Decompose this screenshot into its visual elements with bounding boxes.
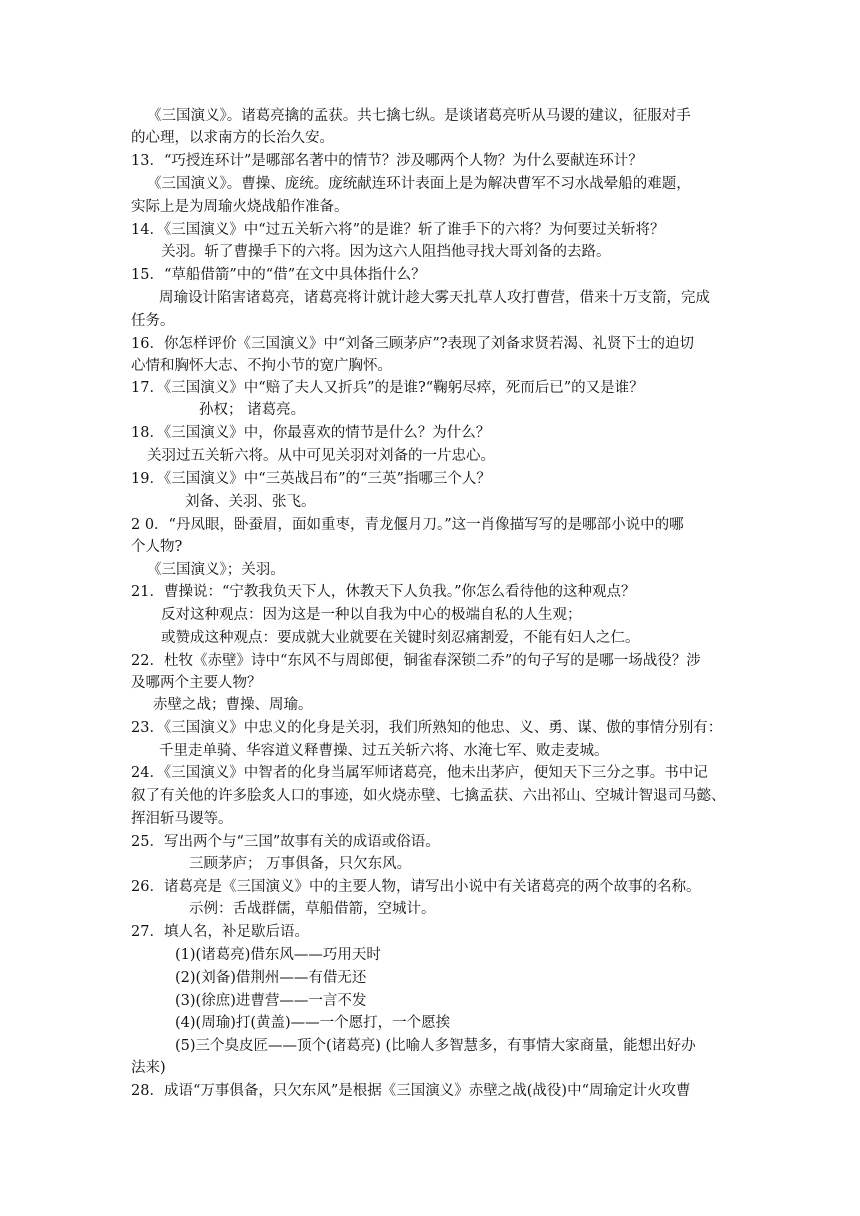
text-line: 23．《三国演义》中忠义的化身是关羽，我们所熟知的他忠、义、勇、谋、傲的事情分别有： bbox=[131, 720, 723, 736]
text-line: 14．《三国演义》中“过五关斩六将”的是谁？斩了谁手下的六将？为何要过关斩将？ bbox=[131, 222, 665, 238]
text-line: (5)三个臭皮匠——顶个(诸葛亮) (比喻人多智慧多，有事情大家商量，能想出好办 bbox=[175, 1038, 696, 1054]
text-line: 刘备、关羽、张飞。 bbox=[185, 494, 316, 510]
text-line: 22．杜牧《赤壁》诗中“东风不与周郎便，铜雀春深锁二乔”的句子写的是哪一场战役？涉 bbox=[131, 653, 701, 669]
text-line: (4)(周瑜)打(黄盖)——一个愿打，一个愿挨 bbox=[175, 1015, 451, 1031]
text-line: 或赞成这种观点：要成就大业就要在关键时刻忍痛割爱，不能有妇人之仁。 bbox=[161, 630, 640, 646]
text-line: 25．写出两个与“三国”故事有关的成语或俗语。 bbox=[131, 834, 440, 850]
text-line: 挥泪斩马谡等。 bbox=[131, 811, 233, 827]
text-line: 2 0．“丹凤眼，卧蚕眉，面如重枣，青龙偃月刀。”这一肖像描写写的是哪部小说中的哪 bbox=[131, 517, 684, 533]
text-line: 15．“草船借箭”中的“借”在文中具体指什么？ bbox=[131, 267, 426, 283]
text-line: 及哪两个主要人物？ bbox=[131, 675, 262, 691]
text-line: 关羽过五关斩六将。从中可见关羽对刘备的一片忠心。 bbox=[147, 448, 495, 464]
text-line: 的心理，以求南方的长治久安。 bbox=[131, 130, 334, 146]
text-line: 18．《三国演义》中，你最喜欢的情节是什么？为什么？ bbox=[131, 425, 491, 441]
text-line: 任务。 bbox=[131, 313, 175, 329]
text-line: 27．填人名，补足歇后语。 bbox=[131, 924, 309, 940]
text-line: 三顾茅庐； 万事俱备，只欠东风。 bbox=[189, 856, 412, 872]
text-line: 法来) bbox=[131, 1060, 166, 1076]
text-line: 周瑜设计陷害诸葛亮，诸葛亮将计就计趁大雾天扎草人攻打曹营，借来十万支箭，完成 bbox=[159, 290, 710, 306]
text-line: 孙权； 诸葛亮。 bbox=[199, 402, 306, 418]
text-line: 13．“巧授连环计”是哪部名著中的情节？涉及哪两个人物？为什么要献连环计？ bbox=[131, 153, 643, 169]
text-line: (2)(刘备)借荆州——有借无还 bbox=[175, 970, 367, 986]
text-line: 示例：舌战群儒，草船借箭，空城计。 bbox=[189, 901, 436, 917]
text-line: 个人物? bbox=[131, 539, 183, 555]
text-line: (3)(徐庶)进曹营——一言不发 bbox=[175, 993, 367, 1009]
text-line: 反对这种观点：因为这是一种以自我为中心的极端自私的人生观； bbox=[161, 607, 582, 623]
text-line: 叙了有关他的许多脍炙人口的事迹，如火烧赤壁、七擒孟获、六出祁山、空城计智退司马懿、 bbox=[131, 788, 726, 804]
text-line: 实际上是为周瑜火烧战船作准备。 bbox=[131, 199, 349, 215]
text-line: (1)(诸葛亮)借东风——巧用天时 bbox=[175, 947, 381, 963]
text-line: 28．成语“万事俱备，只欠东风”是根据《三国演义》赤壁之战(战役)中“周瑜定计火攻曹 bbox=[131, 1083, 691, 1099]
text-line: 26．诸葛亮是《三国演义》中的主要人物，请写出小说中有关诸葛亮的两个故事的名称。 bbox=[131, 879, 701, 895]
text-line: 17．《三国演义》中“赔了夫人又折兵”的是谁?“鞠躬尽瘁，死而后已”的又是谁？ bbox=[131, 380, 644, 396]
text-line: 千里走单骑、华容道义释曹操、过五关斩六将、水淹七军、败走麦城。 bbox=[159, 743, 609, 759]
text-line: 24．《三国演义》中智者的化身当属军师诸葛亮，他未出茅庐，便知天下三分之事。书中记 bbox=[131, 765, 708, 781]
text-line: 赤壁之战；曹操、周瑜。 bbox=[153, 697, 313, 713]
text-line: 关羽。斩了曹操手下的六将。因为这六人阻挡他寻找大哥刘备的去路。 bbox=[161, 244, 611, 260]
text-line: 19．《三国演义》中“三英战吕布”的“三英”指哪三个人？ bbox=[131, 471, 491, 487]
text-line: 《三国演义》；关羽。 bbox=[147, 562, 285, 578]
text-line: 《三国演义》。诸葛亮擒的孟获。共七擒七纵。是谈诸葛亮听从马谡的建议，征服对手 bbox=[147, 108, 691, 124]
text-line: 心情和胸怀大志、不拘小节的宽广胸怀。 bbox=[131, 358, 392, 374]
text-line: 21．曹操说：“宁教我负天下人，休教天下人负我。”你怎么看待他的这种观点？ bbox=[131, 584, 636, 600]
text-line: 《三国演义》。曹操、庞统。庞统献连环计表面上是为解决曹军不习水战晕船的难题， bbox=[147, 176, 691, 192]
text-line: 16．你怎样评价《三国演义》中“刘备三顾茅庐”?表现了刘备求贤若渴、礼贤下士的迫切 bbox=[131, 336, 695, 352]
